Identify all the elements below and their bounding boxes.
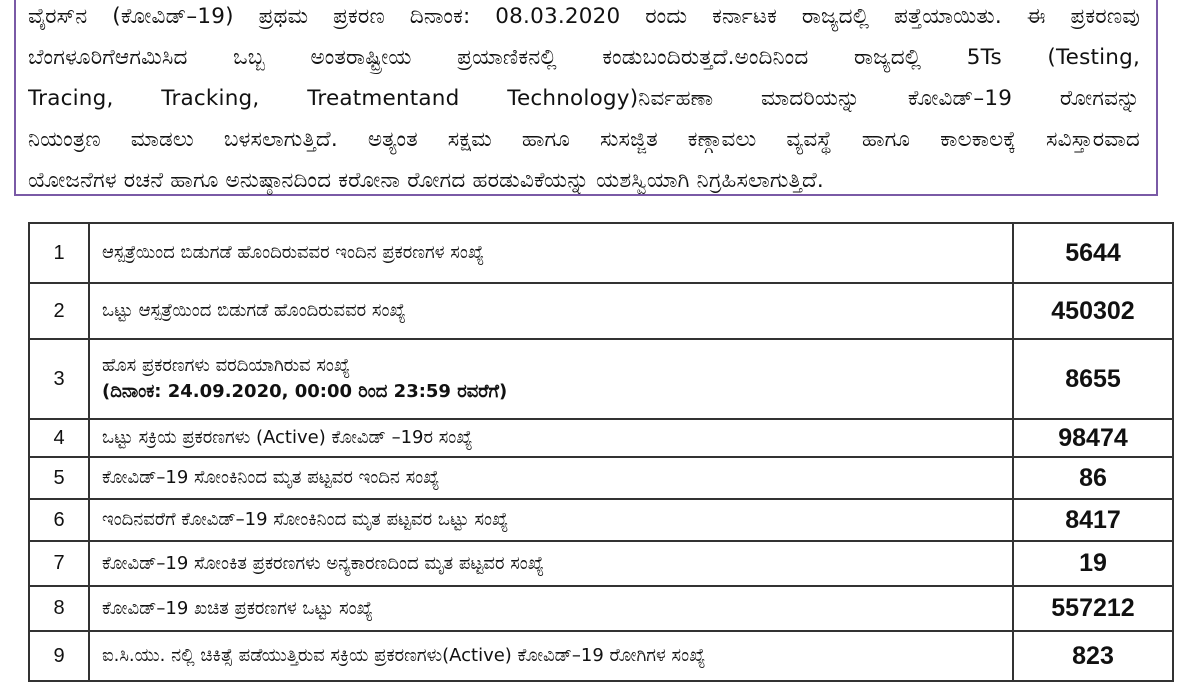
table-row (29, 283, 1173, 339)
intro-line: ಬೆಂಗಳೂರಿಗೆಆಗಮಿಸಿದ ಒಬ್ಬ ಅಂತರಾಷ್ಟ್ರೀಯ ಪ್ರಯಾಣಿಕನಲ್ಲಿ ಕಂಡುಬಂದಿರುತ್ತದೆ.ಅಂದಿನಿಂದ ರಾಜ್ಯದಲ್ಲಿ 5Ts (Testing, (28, 45, 1140, 70)
row-description: ಕೋವಿಡ್–19 ಖಚಿತ ಪ್ರಕರಣಗಳ ಒಟ್ಟು ಸಂಖ್ಯೆ (89, 586, 1013, 631)
table-row (29, 223, 1173, 283)
row-number: 4 (29, 419, 89, 457)
table-row (29, 499, 1173, 541)
row-description: ಒಟ್ಟು ಆಸ್ಪತ್ರೆಯಿಂದ ಬಿಡುಗಡೆ ಹೊಂದಿರುವವರ ಸಂಖ್ಯೆ (89, 283, 1013, 339)
row-number: 9 (29, 631, 89, 681)
table-row (29, 339, 1173, 419)
row-value: 557212 (1013, 586, 1173, 631)
intro-line: Tracing, Tracking, Treatmentand Technology)ನಿರ್ವಹಣಾ ಮಾದರಿಯನ್ನು ಕೋವಿಡ್–19 ರೋಗವನ್ನು (28, 86, 1140, 111)
row-value: 8655 (1013, 339, 1173, 419)
row-value: 86 (1013, 457, 1173, 499)
table-row (29, 631, 1173, 681)
row-number: 7 (29, 541, 89, 586)
row-description: ಒಟ್ಟು ಸಕ್ರಿಯ ಪ್ರಕರಣಗಳು (Active) ಕೋವಿಡ್ –19ರ ಸಂಖ್ಯೆ (89, 419, 1013, 457)
row-number: 1 (29, 223, 89, 283)
row-value: 450302 (1013, 283, 1173, 339)
row-value: 8417 (1013, 499, 1173, 541)
table-row (29, 419, 1173, 457)
table-row (29, 586, 1173, 631)
row-number: 2 (29, 283, 89, 339)
row-number: 6 (29, 499, 89, 541)
table-row (29, 457, 1173, 499)
row-value: 5644 (1013, 223, 1173, 283)
intro-line: ಯೋಜನೆಗಳ ರಚನೆ ಹಾಗೂ ಅನುಷ್ಠಾನದಿಂದ ಕರೋನಾ ರೋಗದ ಹರಡುವಿಕೆಯನ್ನು ಯಶಸ್ವಿಯಾಗಿ ನಿಗ್ರಹಿಸಲಾಗುತ್ತಿದೆ. (28, 168, 824, 193)
row-value: 98474 (1013, 419, 1173, 457)
row-description: ಐ.ಸಿ.ಯು. ನಲ್ಲಿ ಚಿಕಿತ್ಸೆ ಪಡೆಯುತ್ತಿರುವ ಸಕ್ರಿಯ ಪ್ರಕರಣಗಳು(Active) ಕೋವಿಡ್–19 ರೋಗಿಗಳ ಸಂಖ್ಯೆ (89, 631, 1013, 681)
row-description (89, 339, 1013, 419)
table-row (29, 541, 1173, 586)
row-number: 8 (29, 586, 89, 631)
intro-line: ನಿಯಂತ್ರಣ ಮಾಡಲು ಬಳಸಲಾಗುತ್ತಿದೆ. ಅತ್ಯಂತ ಸಕ್ಷಮ ಹಾಗೂ ಸುಸಜ್ಜಿತ ಕಣ್ಗಾವಲು ವ್ಯವಸ್ಥೆ ಹಾಗೂ ಕಾಲಕಾಲಕ್ಕೆ ಸವಿಸ್ತಾರವಾದ (28, 127, 1140, 152)
row-number: 5 (29, 457, 89, 499)
row-value: 19 (1013, 541, 1173, 586)
row-description-date-range: (ದಿನಾಂಕ: 24.09.2020, 00:00 ರಿಂದ 23:59 ರವರೆಗೆ) (102, 381, 508, 402)
row-value: 823 (1013, 631, 1173, 681)
row-description: ಇಂದಿನವರೆಗೆ ಕೋವಿಡ್–19 ಸೋಂಕಿನಿಂದ ಮೃತ ಪಟ್ಟವರ ಒಟ್ಟು ಸಂಖ್ಯೆ (89, 499, 1013, 541)
intro-line: ವೈರಸ್‌ನ (ಕೋವಿಡ್–19) ಪ್ರಥಮ ಪ್ರಕರಣ ದಿನಾಂಕ: 08.03.2020 ರಂದು ಕರ್ನಾಟಕ ರಾಜ್ಯದಲ್ಲಿ ಪತ್ತೆಯಾಯಿತು. ಈ ಪ್ರಕರಣವು (28, 4, 1140, 29)
row-description: ಆಸ್ಪತ್ರೆಯಿಂದ ಬಿಡುಗಡೆ ಹೊಂದಿರುವವರ ಇಂದಿನ ಪ್ರಕರಣಗಳ ಸಂಖ್ಯೆ (89, 223, 1013, 283)
row-description-main: ಹೊಸ ಪ್ರಕರಣಗಳು ವರದಿಯಾಗಿರುವ ಸಂಖ್ಯೆ (102, 355, 351, 376)
row-description: ಕೋವಿಡ್–19 ಸೋಂಕಿನಿಂದ ಮೃತ ಪಟ್ಟವರ ಇಂದಿನ ಸಂಖ್ಯೆ (89, 457, 1013, 499)
row-description: ಕೋವಿಡ್–19 ಸೋಂಕಿತ ಪ್ರಕರಣಗಳು ಅನ್ಯಕಾರಣದಿಂದ ಮೃತ ಪಟ್ಟವರ ಸಂಖ್ಯೆ (89, 541, 1013, 586)
row-number: 3 (29, 339, 89, 419)
covid-stats-table (28, 222, 1174, 682)
intro-paragraph-box (14, 0, 1158, 196)
